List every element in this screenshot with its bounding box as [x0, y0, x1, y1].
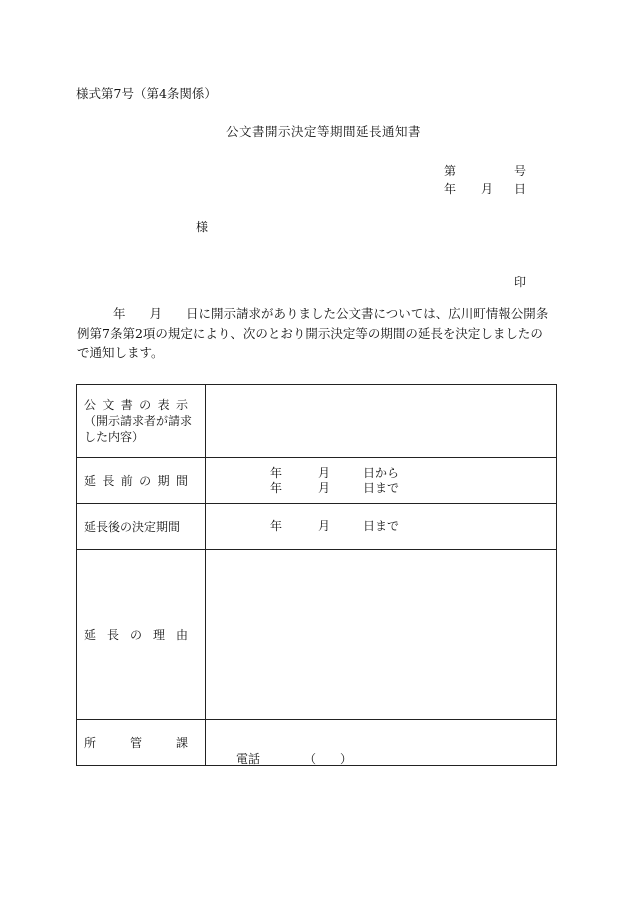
- label-before-period-text-char: 期: [157, 473, 170, 488]
- label-reason-text: [84, 627, 188, 643]
- before-from-year: 年: [270, 465, 283, 480]
- date-day: 日: [514, 182, 527, 196]
- value-document-display: [206, 385, 557, 458]
- phone-parens: （ ）: [304, 752, 353, 766]
- date-month: 月: [481, 182, 494, 196]
- document-title: 公文書開示決定等期間延長通知書: [226, 124, 422, 139]
- extension-form-table: [76, 384, 557, 766]
- label-reason-text-char: 由: [175, 627, 188, 642]
- value-after-period: [206, 504, 557, 550]
- recipient-honorific: 様: [196, 220, 209, 234]
- label-department-text-char: 所: [84, 735, 97, 750]
- table-row-after-period: [77, 504, 557, 550]
- label-reason-text-char: 理: [152, 627, 165, 642]
- phone-label: 電話: [236, 752, 261, 766]
- label-reason-text-char: 長: [106, 627, 119, 642]
- body-month: 月: [149, 306, 163, 321]
- before-to-month: 月: [318, 480, 331, 495]
- notice-body: [77, 304, 555, 363]
- label-document-display: [77, 385, 206, 458]
- label-reason-text-char: 延: [84, 627, 97, 642]
- label-document-display-text-char: 文: [102, 398, 115, 412]
- label-document-display-text-char: 公: [84, 398, 97, 412]
- doc-no-dai: 第: [444, 164, 457, 178]
- after-to-year: 年: [270, 519, 283, 533]
- table-row-before-period: [77, 458, 557, 504]
- label-document-display-text-char: 示: [175, 398, 188, 412]
- label-after-period: [77, 504, 206, 550]
- before-from-day: 日から: [363, 465, 400, 480]
- label-document-note: （開示請求者が請求した内容）: [84, 414, 193, 444]
- before-to-year: 年: [270, 480, 283, 495]
- before-from-month: 月: [318, 465, 331, 480]
- table-row-department: [77, 720, 557, 766]
- table-row-reason: [77, 550, 557, 720]
- label-after-period-text: 延長後の決定期間: [84, 519, 181, 534]
- body-year: 年: [113, 306, 126, 321]
- label-department: [77, 720, 206, 766]
- department-cell: [206, 720, 556, 765]
- doc-no-gou: 号: [514, 164, 527, 178]
- after-period-to: [270, 519, 556, 534]
- value-reason: [206, 550, 557, 720]
- label-before-period-text-char: 前: [120, 473, 133, 488]
- label-document-display-text-char: 書: [120, 398, 133, 412]
- after-to-day: 日まで: [363, 519, 400, 533]
- value-department: [206, 720, 557, 766]
- label-before-period-text-char: 間: [175, 473, 188, 488]
- before-period-from: [270, 466, 556, 481]
- label-department-text-char: 管: [129, 735, 142, 750]
- label-before-period-text-char: 長: [102, 473, 115, 488]
- label-reason-text-char: の: [129, 627, 142, 642]
- date-year: 年: [444, 182, 457, 196]
- table-row-document: [77, 385, 557, 458]
- value-before-period: [206, 458, 557, 504]
- label-document-display-text-char: 表: [157, 398, 170, 412]
- label-document-display-text-char: の: [139, 398, 152, 412]
- before-to-day: 日まで: [363, 480, 400, 495]
- label-department-text-char: 課: [175, 735, 188, 750]
- label-reason: [77, 550, 206, 720]
- form-number: 様式第7号（第4条関係）: [76, 86, 217, 101]
- phone-line: [236, 750, 352, 767]
- label-department-text: [84, 735, 188, 751]
- label-before-period: [77, 458, 206, 504]
- body-rest: 日に開示請求がありました公文書については、広川町情報公開条例第7条第2項の規定により、次のとおり開示決定等の期間の延長を決定しましたので通知します。: [77, 306, 549, 360]
- label-before-period-text-char: の: [139, 473, 152, 488]
- before-period-to: [270, 481, 556, 496]
- label-document-display-text: [84, 397, 188, 413]
- label-before-period-text-char: 延: [84, 473, 97, 488]
- after-to-month: 月: [318, 519, 331, 533]
- label-before-period-text: [84, 473, 188, 489]
- seal-mark: 印: [514, 275, 527, 289]
